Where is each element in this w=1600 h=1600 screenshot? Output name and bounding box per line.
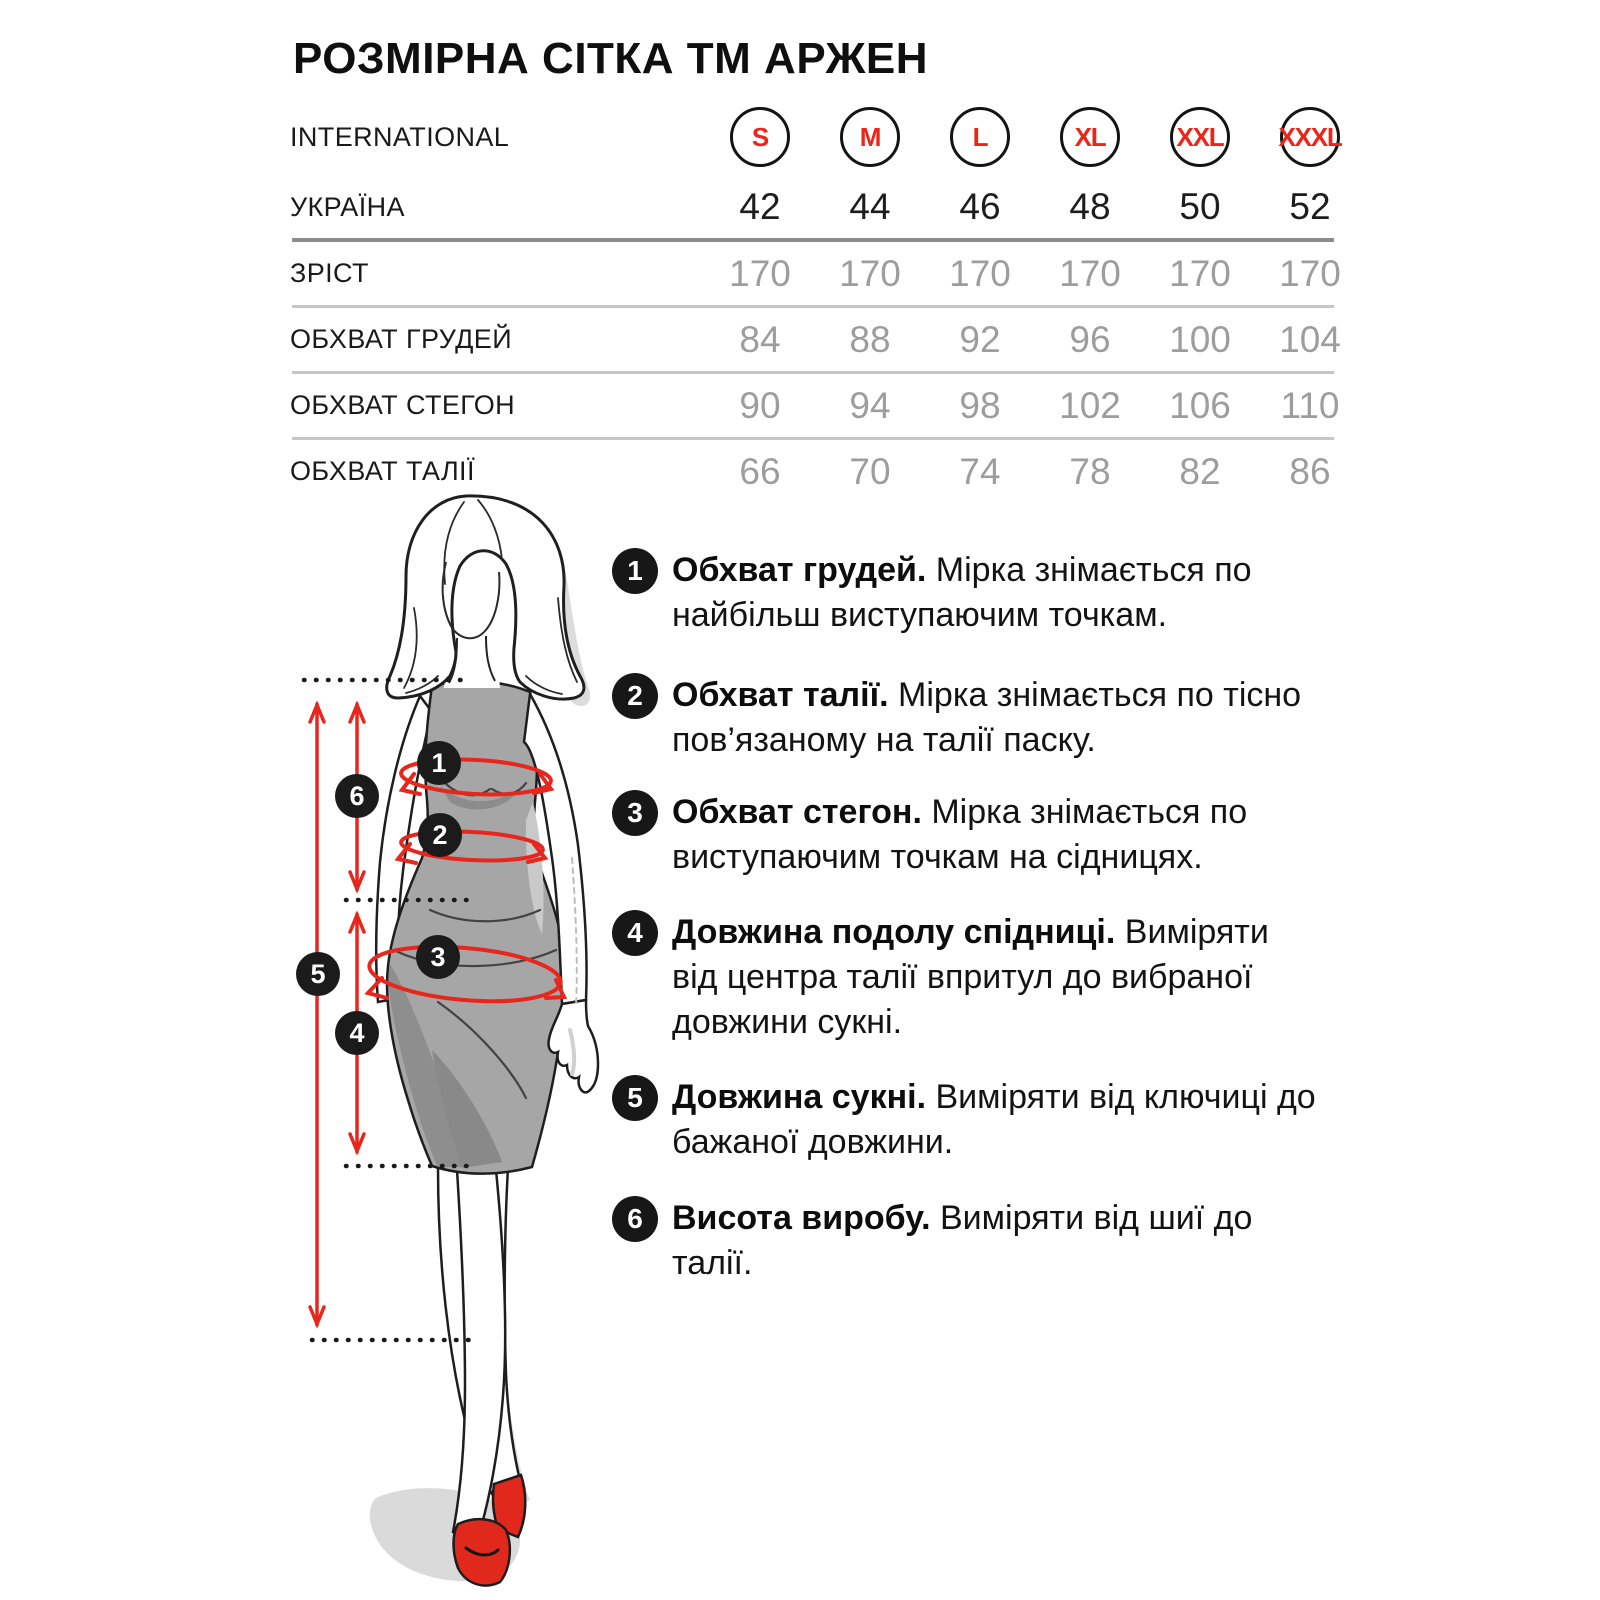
size-value-cell: 52 — [1289, 186, 1331, 227]
table-row — [290, 374, 1365, 437]
legend-item-description: Мірка знімається по тісно пов’язаному на талії паску. — [672, 676, 1302, 759]
table-row — [290, 98, 1365, 176]
row-label: ЗРІСТ — [290, 258, 369, 288]
figure-marker-4: 4 — [335, 1011, 379, 1055]
size-circle-cell — [925, 107, 1035, 167]
legend-item-6 — [612, 1196, 1317, 1286]
size-value-cell: 44 — [849, 186, 891, 227]
legend-item-term: Висота виробу. — [672, 1199, 931, 1237]
legend-item-number: 5 — [612, 1075, 658, 1121]
legend-item-5 — [612, 1075, 1317, 1165]
size-value-cell: 170 — [1169, 252, 1231, 294]
size-circle: XXL — [1170, 107, 1230, 167]
figure-marker-2: 2 — [418, 813, 462, 857]
size-value-cell: 42 — [739, 186, 781, 227]
row-label: INTERNATIONAL — [290, 121, 510, 152]
size-value-cell: 88 — [849, 318, 891, 360]
size-value-cell: 110 — [1280, 384, 1340, 426]
size-circle-cell — [1035, 107, 1145, 167]
size-circle: M — [840, 107, 900, 167]
figure-marker-6: 6 — [335, 774, 379, 818]
size-value-cell: 104 — [1279, 318, 1341, 360]
legend-item-number: 6 — [612, 1196, 658, 1242]
size-circle-cell — [815, 107, 925, 167]
legend-item-text — [672, 1075, 1317, 1165]
size-value-cell: 84 — [739, 318, 781, 360]
size-value-cell: 48 — [1069, 186, 1111, 227]
table-row — [290, 308, 1365, 371]
size-value-cell: 170 — [839, 252, 901, 294]
legend-item-term: Обхват талії. — [672, 676, 889, 714]
size-value-cell: 86 — [1289, 450, 1331, 492]
size-value-cell: 106 — [1169, 384, 1231, 426]
legend-item-3 — [612, 790, 1317, 880]
size-value-cell: 82 — [1179, 450, 1221, 492]
size-value-cell: 74 — [959, 450, 1001, 492]
size-circle-cell — [1255, 107, 1365, 167]
legend-item-text — [672, 548, 1317, 638]
size-value-cell: 102 — [1059, 384, 1121, 426]
legend-item-description: Виміряти від ключиці до бажаної довжини. — [672, 1078, 1316, 1161]
size-value-cell: 96 — [1069, 318, 1111, 360]
size-value-cell: 170 — [1059, 252, 1121, 294]
size-value-cell: 98 — [959, 384, 1001, 426]
legend-item-term: Довжина сукні. — [672, 1078, 927, 1116]
row-label: ОБХВАТ ТАЛІЇ — [290, 456, 475, 486]
size-value-cell: 66 — [739, 450, 781, 492]
size-value-cell: 170 — [729, 252, 791, 294]
size-table — [290, 98, 1365, 503]
legend-item-term: Обхват стегон. — [672, 793, 922, 831]
legend-item-description: Мірка знімається по виступаючим точкам на сідницях. — [672, 793, 1248, 876]
legend-item-term: Обхват грудей. — [672, 551, 927, 589]
size-value-cell: 90 — [739, 384, 781, 426]
row-label: ОБХВАТ СТЕГОН — [290, 390, 516, 420]
size-value-cell: 46 — [959, 186, 1001, 227]
table-row — [290, 176, 1365, 238]
legend-item-1 — [612, 548, 1317, 638]
row-label: ОБХВАТ ГРУДЕЙ — [290, 324, 513, 354]
legend-item-text — [672, 1196, 1317, 1286]
figure-marker-1: 1 — [417, 741, 461, 785]
size-value-cell: 78 — [1069, 450, 1111, 492]
size-value-cell: 94 — [849, 384, 891, 426]
size-circle: S — [730, 107, 790, 167]
size-circle: XL — [1060, 107, 1120, 167]
legend-item-number: 3 — [612, 790, 658, 836]
legend-item-description: Мірка знімається по найбільш виступаючим точкам. — [672, 551, 1252, 634]
legend-item-text — [672, 910, 1317, 1045]
legend-item-text — [672, 790, 1317, 880]
legend-item-text — [672, 673, 1317, 763]
size-circle-cell — [705, 107, 815, 167]
legend-item-number: 4 — [612, 910, 658, 956]
size-value-cell: 50 — [1179, 186, 1221, 227]
size-circle-cell — [1145, 107, 1255, 167]
figure-illustration — [280, 490, 670, 1600]
legend-item-number: 1 — [612, 548, 658, 594]
legend-item-term: Довжина подолу спідниці. — [672, 913, 1116, 951]
size-value-cell: 170 — [949, 252, 1011, 294]
row-label: УКРАЇНА — [290, 191, 405, 222]
size-value-cell: 170 — [1279, 252, 1341, 294]
page-title: РОЗМІРНА СІТКА ТМ АРЖЕН — [293, 34, 928, 83]
figure-marker-3: 3 — [416, 935, 460, 979]
legend-item-4 — [612, 910, 1317, 1045]
table-row — [290, 242, 1365, 305]
size-value-cell: 70 — [849, 450, 891, 492]
size-circle: L — [950, 107, 1010, 167]
figure-head-hair — [387, 496, 584, 699]
size-value-cell: 92 — [959, 318, 1001, 360]
legend-item-description: Виміряти від шиї до талії. — [672, 1199, 1253, 1282]
size-circle: XXXL — [1280, 107, 1340, 167]
legend-item-description: Виміряти від центра талії впритул до вибраної довжини сукні. — [672, 913, 1269, 1041]
figure-marker-5: 5 — [296, 952, 340, 996]
legend-item-2 — [612, 673, 1317, 763]
legend-item-number: 2 — [612, 673, 658, 719]
size-value-cell: 100 — [1169, 318, 1231, 360]
